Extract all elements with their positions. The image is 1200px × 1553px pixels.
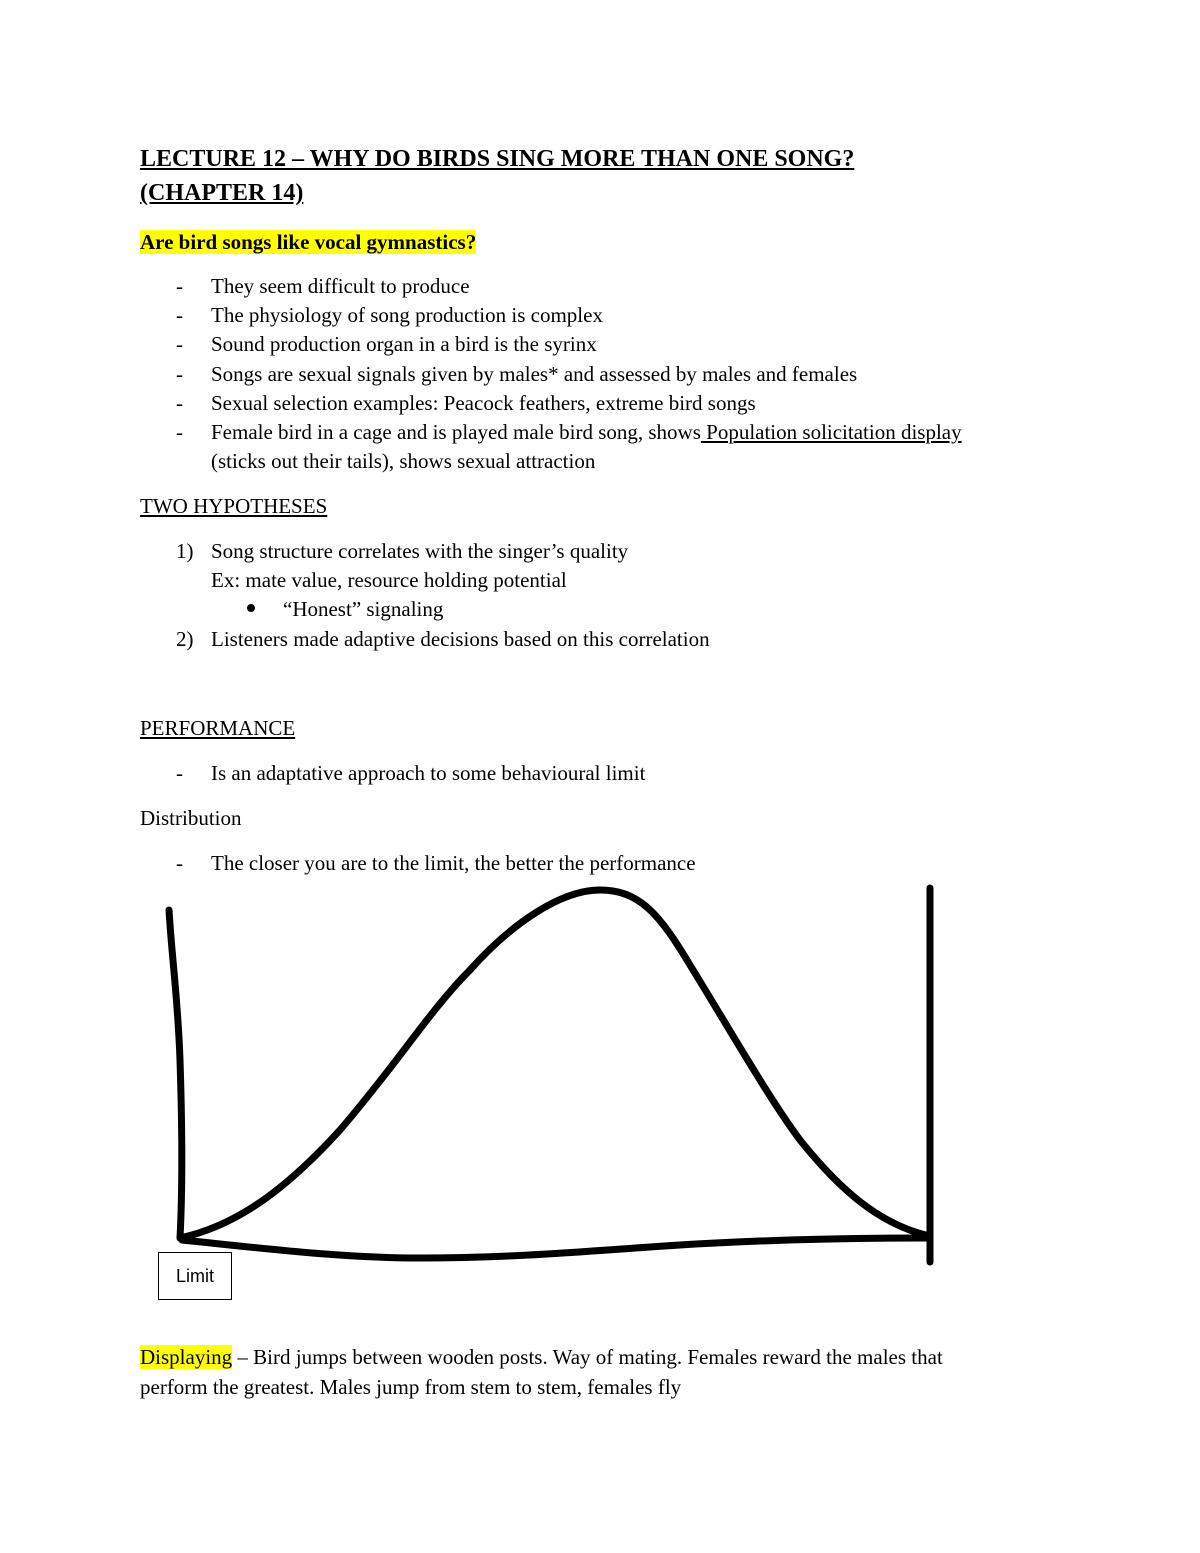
- hypothesis-1-bullet: “Honest” signaling: [283, 597, 444, 621]
- hypothesis-1-example: Ex: mate value, resource holding potential: [211, 568, 567, 592]
- displaying-line2: perform the greatest. Males jump from stem to stem, females fly: [140, 1375, 682, 1399]
- hypothesis-2: Listeners made adaptive decisions based on this correlation: [211, 627, 710, 651]
- lecture-title-line2: (CHAPTER 14): [140, 180, 304, 206]
- displaying-text: – Bird jumps between wooden posts. Way of mating. Females reward the males that: [232, 1345, 943, 1369]
- baseline-stroke: [182, 1238, 930, 1258]
- lecture-title-line1: LECTURE 12 – WHY DO BIRDS SING MORE THAN ONE SONG?: [140, 146, 855, 172]
- list-item: Sound production organ in a bird is the syrinx: [211, 332, 597, 356]
- performance-item: Is an adaptative approach to some behavioural limit: [211, 761, 646, 785]
- list-item-continuation: (sticks out their tails), shows sexual attraction: [211, 449, 596, 473]
- list-item: Sexual selection examples: Peacock feathers, extreme bird songs: [211, 391, 756, 415]
- hypotheses-heading: TWO HYPOTHESES: [140, 494, 328, 518]
- highlighted-heading: Are bird songs like vocal gymnastics?: [140, 230, 477, 254]
- list-dash: -: [176, 332, 183, 356]
- list-marker-2: 2): [176, 627, 194, 651]
- highlighted-term-displaying: Displaying: [140, 1345, 233, 1369]
- list-dash: -: [176, 851, 183, 875]
- list-dash: -: [176, 761, 183, 785]
- displaying-line1: [140, 1344, 943, 1370]
- hypothesis-1: Song structure correlates with the singer’s quality: [211, 539, 629, 563]
- limit-label: Limit: [175, 1265, 214, 1286]
- list-dash: -: [176, 274, 183, 298]
- list-item: They seem difficult to produce: [211, 274, 470, 298]
- list-dash: -: [176, 303, 183, 327]
- left-axis-stroke: [169, 910, 182, 1238]
- performance-heading: PERFORMANCE: [140, 716, 296, 740]
- list-item: Songs are sexual signals given by males* and assessed by males and females: [211, 362, 858, 386]
- distribution-item: The closer you are to the limit, the better the performance: [211, 851, 696, 875]
- list-dash: -: [176, 362, 183, 386]
- underlined-term: Population solicitation display: [700, 420, 962, 444]
- list-dash: -: [176, 391, 183, 415]
- list-item-text: Female bird in a cage and is played male bird song, shows: [211, 420, 701, 444]
- limit-label-box: [158, 1252, 232, 1300]
- list-dash: -: [176, 420, 183, 444]
- distribution-curve: [180, 890, 930, 1238]
- list-marker-1: 1): [176, 539, 194, 563]
- list-item: The physiology of song production is complex: [211, 303, 603, 327]
- distribution-label: Distribution: [140, 806, 242, 830]
